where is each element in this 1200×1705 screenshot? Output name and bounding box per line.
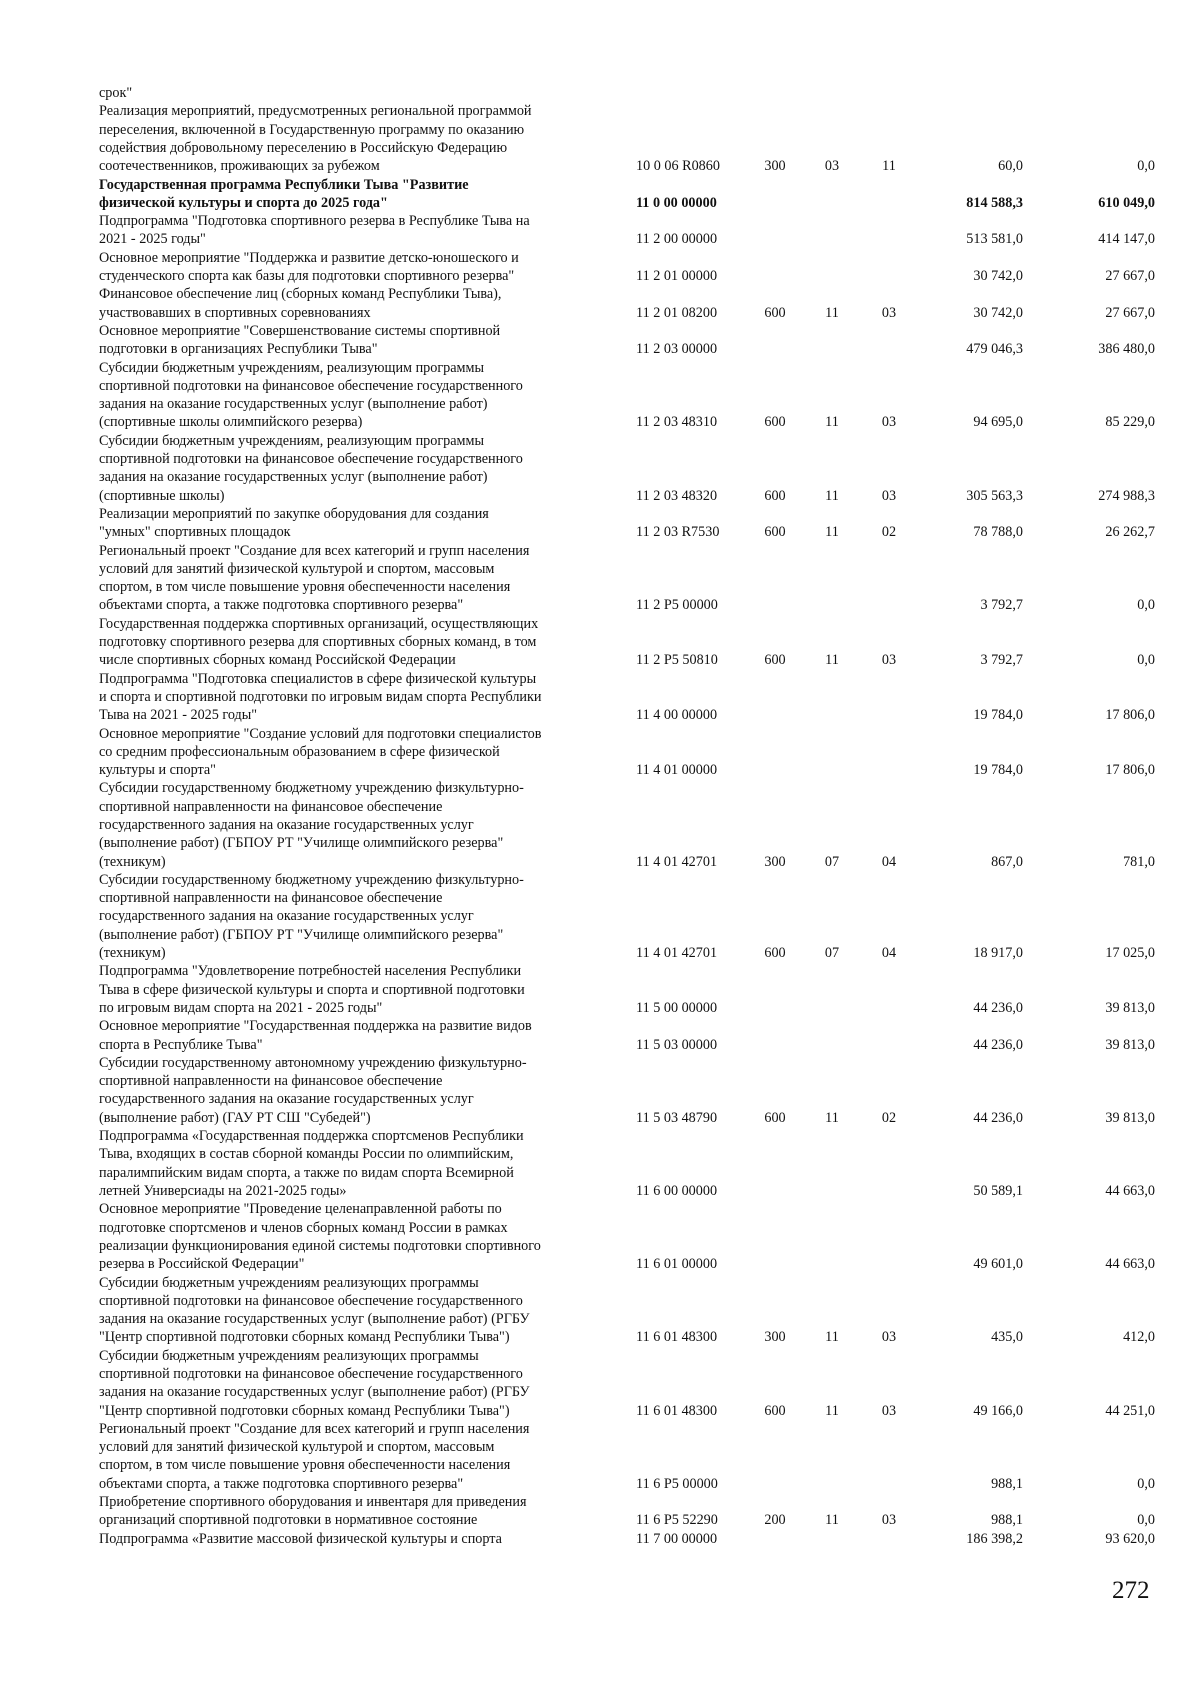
description-line: и спорта и спортивной подготовки по игровым видам спорта Республики: [99, 688, 542, 705]
section-code: 03: [824, 158, 840, 175]
row-description: [99, 871, 611, 962]
target-code: 11 6 P5 52290: [636, 1512, 718, 1529]
description-line: 2021 - 2025 годы": [99, 231, 206, 248]
target-code: 11 0 00 00000: [636, 194, 717, 211]
target-code: 11 2 P5 50810: [636, 652, 718, 669]
description-line: (техникум): [99, 853, 166, 870]
row-description: [99, 1530, 611, 1548]
amount-year-1: 78 788,0: [973, 524, 1023, 541]
row-description: [99, 322, 611, 359]
target-code: 11 2 03 R7530: [636, 524, 720, 541]
description-line: Субсидии бюджетным учреждениям реализующих программы: [99, 1347, 479, 1364]
description-line: переселения, включенной в Государственную программу по оказанию: [99, 121, 525, 138]
target-code: 11 7 00 00000: [636, 1530, 718, 1547]
row-description: [99, 102, 611, 175]
row-description: [99, 615, 611, 670]
description-line: физической культуры и спорта до 2025 года": [99, 194, 388, 211]
amount-year-2: 17 806,0: [1105, 762, 1155, 779]
amount-year-2: 414 147,0: [1098, 231, 1155, 248]
description-line: (выполнение работ) (ГАУ РТ СШ "Субедей"): [99, 1109, 371, 1126]
amount-year-2: 39 813,0: [1105, 1109, 1155, 1126]
description-line: (выполнение работ) (ГБПОУ РТ "Училище олимпийского резерва": [99, 835, 504, 852]
description-line: спортивной подготовки на финансовое обеспечение государственного: [99, 1292, 523, 1309]
amount-year-2: 93 620,0: [1105, 1530, 1155, 1547]
expense-type: 300: [764, 158, 786, 175]
description-line: спортом, в том числе повышение уровня обеспеченности населения: [99, 579, 511, 596]
description-line: Подпрограмма "Подготовка специалистов в сфере физической культуры: [99, 670, 537, 687]
amount-year-1: 814 588,3: [966, 194, 1023, 211]
section-code: 07: [824, 853, 840, 870]
target-code: 11 2 03 48310: [636, 414, 718, 431]
description-line: спортивной направленности на финансовое обеспечение: [99, 798, 443, 815]
amount-year-1: 19 784,0: [973, 762, 1023, 779]
description-line: (спортивные школы): [99, 487, 225, 504]
description-line: Тыва, входящих в состав сборной команды России по олимпийским,: [99, 1146, 514, 1163]
table-row: [0, 505, 1200, 542]
row-description: [99, 285, 611, 322]
amount-year-1: 60,0: [998, 158, 1023, 175]
amount-year-1: 30 742,0: [973, 267, 1023, 284]
amount-year-1: 44 236,0: [973, 1109, 1023, 1126]
description-line: условий для занятий физической культурой и спортом, массовым: [99, 560, 495, 577]
subsection-code: 11: [882, 158, 896, 175]
description-line: Субсидии государственному бюджетному учреждению физкультурно-: [99, 871, 524, 888]
subsection-code: 03: [881, 304, 897, 321]
table-row: [0, 84, 1200, 102]
expense-type: 300: [764, 1329, 786, 1346]
description-line: подготовку спортивного резерва для спортивных сборных команд, в том: [99, 633, 537, 650]
table-row: [0, 1127, 1200, 1200]
description-line: Государственная программа Республики Тыва "Развитие: [99, 176, 469, 193]
table-row: [0, 1200, 1200, 1273]
description-line: спортивной направленности на финансовое обеспечение: [99, 890, 443, 907]
description-line: подготовки в организациях Республики Тыва": [99, 341, 378, 358]
amount-year-2: 0,0: [1137, 1475, 1155, 1492]
row-description: [99, 1127, 611, 1200]
description-line: спортивной подготовки на финансовое обеспечение государственного: [99, 1365, 523, 1382]
row-description: [99, 249, 611, 286]
amount-year-2: 412,0: [1123, 1329, 1155, 1346]
row-description: [99, 1493, 611, 1530]
amount-year-1: 513 581,0: [966, 231, 1023, 248]
description-line: Основное мероприятие "Создание условий для подготовки специалистов: [99, 725, 542, 742]
amount-year-2: 26 262,7: [1105, 524, 1155, 541]
amount-year-1: 867,0: [991, 853, 1023, 870]
table-row: [0, 615, 1200, 670]
description-line: летней Универсиады на 2021-2025 годы»: [99, 1182, 347, 1199]
expense-type: 600: [764, 1402, 786, 1419]
description-line: Региональный проект "Создание для всех категорий и групп населения: [99, 1420, 530, 1437]
description-line: студенческого спорта как базы для подготовки спортивного резерва": [99, 267, 515, 284]
target-code: 11 6 P5 00000: [636, 1475, 718, 1492]
description-line: Тыва на 2021 - 2025 годы": [99, 707, 258, 724]
description-line: Подпрограмма "Подготовка спортивного резерва в Республике Тыва на: [99, 213, 530, 230]
description-line: Основное мероприятие "Совершенствование системы спортивной: [99, 322, 501, 339]
description-line: государственного задания на оказание государственных услуг: [99, 816, 474, 833]
amount-year-1: 50 589,1: [973, 1182, 1023, 1199]
description-line: участвовавших в спортивных соревнованиях: [99, 304, 371, 321]
table-row: [0, 359, 1200, 432]
amount-year-2: 27 667,0: [1105, 267, 1155, 284]
table-row: [0, 1530, 1200, 1548]
row-description: [99, 212, 611, 249]
row-description: [99, 1347, 611, 1420]
description-line: задания на оказание государственных услуг (выполнение работ): [99, 396, 488, 413]
table-row: [0, 176, 1200, 213]
subsection-code: 04: [881, 853, 897, 870]
row-description: [99, 962, 611, 1017]
section-code: 07: [824, 945, 840, 962]
amount-year-1: 988,1: [991, 1475, 1023, 1492]
target-code: 11 2 03 00000: [636, 341, 718, 358]
amount-year-1: 44 236,0: [973, 1036, 1023, 1053]
section-code: 11: [825, 1512, 839, 1529]
amount-year-2: 781,0: [1123, 853, 1155, 870]
amount-year-2: 0,0: [1137, 597, 1155, 614]
section-code: 11: [825, 652, 839, 669]
amount-year-2: 85 229,0: [1105, 414, 1155, 431]
subsection-code: 03: [881, 487, 897, 504]
amount-year-2: 17 025,0: [1105, 945, 1155, 962]
target-code: 11 6 01 00000: [636, 1256, 718, 1273]
amount-year-1: 435,0: [991, 1329, 1023, 1346]
amount-year-2: 39 813,0: [1105, 999, 1155, 1016]
target-code: 11 2 01 00000: [636, 267, 718, 284]
description-line: числе спортивных сборных команд Российской Федерации: [99, 652, 456, 669]
amount-year-2: 0,0: [1137, 158, 1155, 175]
table-row: [0, 285, 1200, 322]
description-line: подготовке спортсменов и членов сборных команд России в рамках: [99, 1219, 508, 1236]
target-code: 11 4 01 42701: [636, 853, 718, 870]
expense-type: 200: [764, 1512, 786, 1529]
description-line: Субсидии бюджетным учреждениям, реализующим программы: [99, 432, 485, 449]
expense-type: 600: [764, 524, 786, 541]
expense-type: 600: [764, 1109, 786, 1126]
amount-year-2: 274 988,3: [1098, 487, 1155, 504]
description-line: объектами спорта, а также подготовка спортивного резерва": [99, 597, 464, 614]
target-code: 11 2 P5 00000: [636, 597, 718, 614]
description-line: (выполнение работ) (ГБПОУ РТ "Училище олимпийского резерва": [99, 926, 504, 943]
amount-year-1: 49 601,0: [973, 1256, 1023, 1273]
table-row: [0, 725, 1200, 780]
section-code: 11: [825, 524, 839, 541]
description-line: "Центр спортивной подготовки сборных команд Республики Тыва"): [99, 1402, 510, 1419]
description-line: спортивной подготовки на финансовое обеспечение государственного: [99, 450, 523, 467]
section-code: 11: [825, 304, 839, 321]
table-row: [0, 871, 1200, 963]
row-description: [99, 1054, 611, 1127]
section-code: 11: [825, 487, 839, 504]
amount-year-1: 49 166,0: [973, 1402, 1023, 1419]
amount-year-2: 44 663,0: [1105, 1256, 1155, 1273]
row-description: [99, 1274, 611, 1347]
description-line: задания на оказание государственных услуг (выполнение работ) (РГБУ: [99, 1311, 530, 1328]
expense-type: 600: [764, 945, 786, 962]
description-line: Подпрограмма «Развитие массовой физической культуры и спорта: [99, 1530, 502, 1547]
section-code: 11: [825, 1329, 839, 1346]
amount-year-1: 305 563,3: [966, 487, 1023, 504]
amount-year-1: 3 792,7: [980, 652, 1023, 669]
target-code: 10 0 06 R0860: [636, 158, 720, 175]
amount-year-1: 30 742,0: [973, 304, 1023, 321]
table-row: [0, 670, 1200, 725]
amount-year-1: 94 695,0: [973, 414, 1023, 431]
description-line: спортивной подготовки на финансовое обеспечение государственного: [99, 377, 523, 394]
description-line: Основное мероприятие "Государственная поддержка на развитие видов: [99, 1018, 532, 1035]
description-line: (техникум): [99, 945, 166, 962]
table-row: [0, 542, 1200, 615]
expense-type: 600: [764, 414, 786, 431]
description-line: Субсидии бюджетным учреждениям реализующих программы: [99, 1274, 479, 1291]
description-line: Субсидии государственному автономному учреждению физкультурно-: [99, 1054, 527, 1071]
description-line: государственного задания на оказание государственных услуг: [99, 908, 474, 925]
amount-year-1: 3 792,7: [980, 597, 1023, 614]
description-line: "умных" спортивных площадок: [99, 524, 291, 541]
amount-year-1: 44 236,0: [973, 999, 1023, 1016]
subsection-code: 03: [881, 652, 897, 669]
subsection-code: 03: [881, 1402, 897, 1419]
row-description: [99, 1200, 611, 1273]
description-line: Подпрограмма «Государственная поддержка спортсменов Республики: [99, 1128, 524, 1145]
amount-year-1: 18 917,0: [973, 945, 1023, 962]
description-line: Реализация мероприятий, предусмотренных региональной программой: [99, 103, 532, 120]
description-line: паралимпийским видам спорта, а также по видам спорта Всемирной: [99, 1164, 514, 1181]
row-description: [99, 1017, 611, 1054]
row-description: [99, 542, 611, 615]
target-code: 11 4 00 00000: [636, 707, 718, 724]
table-row: [0, 1493, 1200, 1530]
description-line: Приобретение спортивного оборудования и инвентаря для приведения: [99, 1494, 527, 1511]
row-description: [99, 84, 611, 102]
section-code: 11: [825, 1109, 839, 1126]
description-line: содействия добровольному переселению в Российскую Федерацию: [99, 139, 508, 156]
target-code: 11 4 01 00000: [636, 762, 718, 779]
description-line: Субсидии бюджетным учреждениям, реализующим программы: [99, 359, 485, 376]
description-line: спортивной направленности на финансовое обеспечение: [99, 1073, 443, 1090]
row-description: [99, 359, 611, 432]
table-row: [0, 1420, 1200, 1493]
amount-year-2: 27 667,0: [1105, 304, 1155, 321]
row-description: [99, 670, 611, 725]
amount-year-1: 19 784,0: [973, 707, 1023, 724]
table-row: [0, 779, 1200, 871]
target-code: 11 4 01 42701: [636, 945, 718, 962]
table-row: [0, 322, 1200, 359]
description-line: Тыва в сфере физической культуры и спорта и спортивной подготовки: [99, 981, 525, 998]
table-row: [0, 1347, 1200, 1420]
description-line: спорта в Республике Тыва": [99, 1036, 263, 1053]
amount-year-2: 17 806,0: [1105, 707, 1155, 724]
description-line: Государственная поддержка спортивных организаций, осуществляющих: [99, 615, 539, 632]
description-line: задания на оказание государственных услуг (выполнение работ): [99, 469, 488, 486]
description-line: Региональный проект "Создание для всех категорий и групп населения: [99, 542, 530, 559]
subsection-code: 03: [881, 1329, 897, 1346]
target-code: 11 6 01 48300: [636, 1402, 718, 1419]
expense-type: 600: [764, 487, 786, 504]
amount-year-2: 610 049,0: [1098, 194, 1155, 211]
description-line: по игровым видам спорта на 2021 - 2025 годы": [99, 999, 383, 1016]
description-line: культуры и спорта": [99, 762, 216, 779]
description-line: задания на оказание государственных услуг (выполнение работ) (РГБУ: [99, 1384, 530, 1401]
subsection-code: 02: [881, 1109, 897, 1126]
amount-year-2: 0,0: [1137, 652, 1155, 669]
description-line: "Центр спортивной подготовки сборных команд Республики Тыва"): [99, 1329, 510, 1346]
target-code: 11 2 00 00000: [636, 231, 718, 248]
table-row: [0, 102, 1200, 175]
amount-year-2: 44 251,0: [1105, 1402, 1155, 1419]
target-code: 11 6 01 48300: [636, 1329, 718, 1346]
target-code: 11 5 00 00000: [636, 999, 718, 1016]
table-row: [0, 432, 1200, 505]
target-code: 11 5 03 00000: [636, 1036, 718, 1053]
row-description: [99, 1420, 611, 1493]
table-row: [0, 962, 1200, 1017]
description-line: Реализации мероприятий по закупке оборудования для создания: [99, 505, 489, 522]
table-row: [0, 249, 1200, 286]
amount-year-2: 386 480,0: [1098, 341, 1155, 358]
target-code: 11 2 03 48320: [636, 487, 718, 504]
description-line: резерва в Российской Федерации": [99, 1256, 305, 1273]
description-line: Субсидии государственному бюджетному учреждению физкультурно-: [99, 780, 524, 797]
section-code: 11: [825, 1402, 839, 1419]
table-row: [0, 1017, 1200, 1054]
description-line: спортом, в том числе повышение уровня обеспеченности населения: [99, 1457, 511, 1474]
page-number: 272: [1112, 1577, 1150, 1604]
description-line: со средним профессиональным образованием в сфере физической: [99, 743, 500, 760]
description-line: организаций спортивной подготовки в нормативное состояние: [99, 1512, 478, 1529]
subsection-code: 03: [881, 414, 897, 431]
table-row: [0, 1274, 1200, 1347]
amount-year-1: 988,1: [991, 1512, 1023, 1529]
row-description: [99, 725, 611, 780]
target-code: 11 5 03 48790: [636, 1109, 718, 1126]
amount-year-1: 186 398,2: [966, 1530, 1023, 1547]
table-row: [0, 212, 1200, 249]
expense-type: 600: [764, 652, 786, 669]
expense-type: 600: [764, 304, 786, 321]
target-code: 11 6 00 00000: [636, 1182, 718, 1199]
section-code: 11: [825, 414, 839, 431]
description-line: Основное мероприятие "Поддержка и развитие детско-юношеского и: [99, 249, 519, 266]
description-line: Подпрограмма "Удовлетворение потребностей населения Республики: [99, 963, 522, 980]
description-line: Финансовое обеспечение лиц (сборных команд Республики Тыва),: [99, 286, 502, 303]
row-description: [99, 176, 611, 213]
amount-year-2: 39 813,0: [1105, 1036, 1155, 1053]
row-description: [99, 779, 611, 870]
subsection-code: 04: [881, 945, 897, 962]
description-line: условий для занятий физической культурой и спортом, массовым: [99, 1439, 495, 1456]
expense-type: 300: [764, 853, 786, 870]
description-line: срок": [99, 85, 133, 101]
amount-year-2: 0,0: [1137, 1512, 1155, 1529]
description-line: Основное мероприятие "Проведение целенаправленной работы по: [99, 1201, 502, 1218]
amount-year-2: 44 663,0: [1105, 1182, 1155, 1199]
amount-year-1: 479 046,3: [966, 341, 1023, 358]
table-row: [0, 1054, 1200, 1127]
target-code: 11 2 01 08200: [636, 304, 718, 321]
row-description: [99, 432, 611, 505]
description-line: (спортивные школы олимпийского резерва): [99, 414, 363, 431]
row-description: [99, 505, 611, 542]
description-line: реализации функционирования единой системы подготовки спортивного: [99, 1237, 541, 1254]
subsection-code: 03: [881, 1512, 897, 1529]
subsection-code: 02: [881, 524, 897, 541]
description-line: объектами спорта, а также подготовка спортивного резерва": [99, 1475, 464, 1492]
description-line: государственного задания на оказание государственных услуг: [99, 1091, 474, 1108]
description-line: соотечественников, проживающих за рубежом: [99, 158, 380, 175]
